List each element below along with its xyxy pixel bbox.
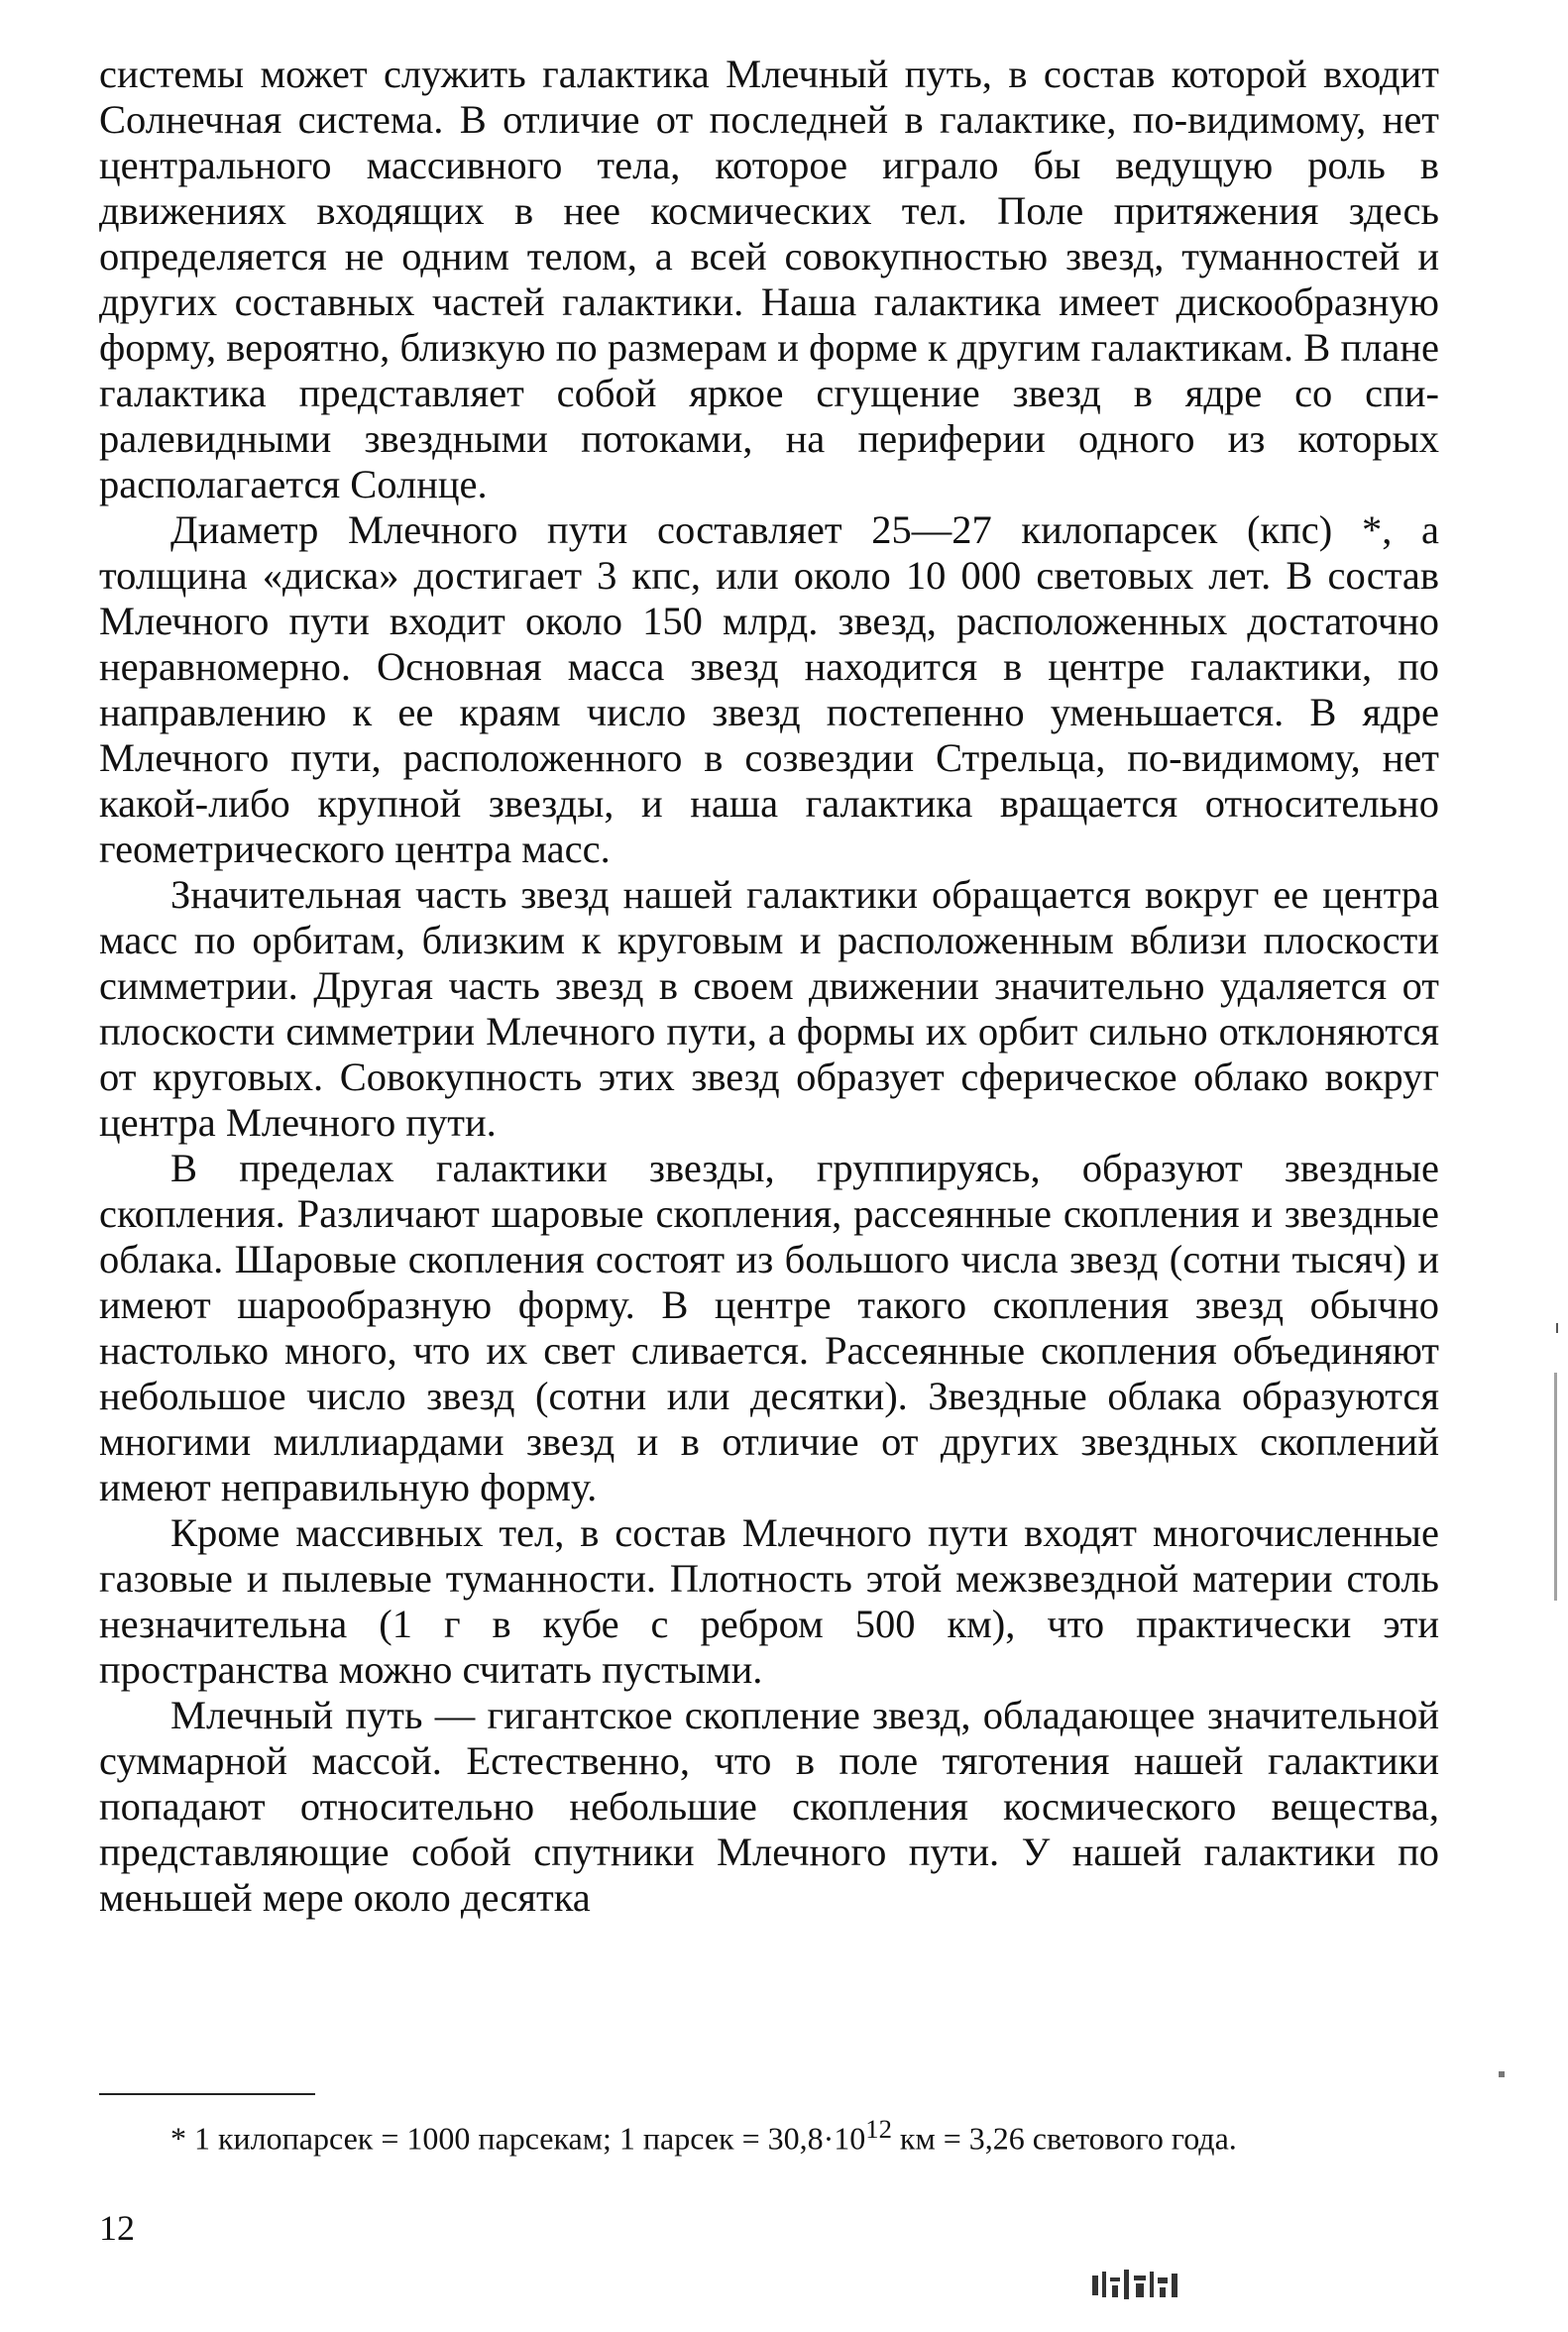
- page-number: 12: [99, 2208, 135, 2248]
- scan-mark: [1499, 2071, 1505, 2077]
- paragraph-2: Диаметр Млечного пути составляет 25—27 килопарсек (кпс) *, а толщина «диска» достигает 3 кпс, или около 10 000 световых лет. В состав Млечного пути входит около 150 млрд. звезд, расположенных достаточно неравномерно. Основная масса звезд находится в центре галактики, по направлению к ее краям число звезд постепенно уменьшается. В ядре Млечного пути, расположенного в созвездии Стрельца, по-видимому, нет какой-либо крупной звезды, и наша галактика вращается относительно геометрического центра масс.: [99, 507, 1439, 871]
- paragraph-5: Кроме массивных тел, в состав Млечного пути входят многочисленные газовые и пылевые туманности. Плотность этой межзвездной материи столь незначительна (1 г в кубе с ребром 500 км), что практически эти пространства можно считать пустыми.: [99, 1510, 1439, 1692]
- paragraph-6: Млечный путь — гигантское скопление звезд, обладающее значительной суммарной массой. Естественно, что в поле тяготения нашей галактики попадают относительно небольшие скопления космического вещества, представляющие собой спутники Млечного пути. У нашей галактики по меньшей мере около десятка: [99, 1693, 1439, 1920]
- paragraph-4: В пределах галактики звезды, группируясь, образуют звездные скопления. Различают шаровые скопления, рассеянные скопления и звездные облака. Шаровые скопления состоят из большого числа звезд (сотни тысяч) и имеют шарообразную форму. В центре такого скопления звезд обычно настолько много, что их свет сливается. Рассеянные скопления объединяют небольшое число звезд (сотни или десятки). Звездные облака образуются многими миллиардами звезд и в отличие от других звездных скоплений имеют неправильную форму.: [99, 1146, 1439, 1509]
- footnote-text-start: * 1 килопарсек = 1000 парсекам; 1 парсек = 30,8·10: [170, 2120, 866, 2157]
- body-text: [99, 52, 1439, 1921]
- footnote-text-end: км = 3,26 светового года.: [891, 2120, 1237, 2157]
- scan-mark: [1554, 1373, 1557, 1601]
- library-stamp-icon: [1090, 2268, 1184, 2301]
- paragraph-3: Значительная часть звезд нашей галактики обращается вокруг ее центра масс по орбитам, близким к круговым и расположенным вблизи плоскости симметрии. Другая часть звезд в своем движении значительно удаляется от плоскости симметрии Млечного пути, а формы их орбит сильно отклоняются от круговых. Совокупность этих звезд образует сферическое облако вокруг центра Млечного пути.: [99, 872, 1439, 1145]
- footnote-exponent: 12: [865, 2114, 892, 2144]
- paragraph-1: системы может служить галактика Млечный путь, в состав которой входит Солнечная система. В отличие от последней в галактике, по-видимому, нет центрального массивного тела, которое играло бы ведущую роль в движениях входящих в нее космических тел. Поле притяжения здесь определяется не одним телом, а всей совокупностью звезд, туманностей и других составных частей галактики. Наша галактика имеет дискообразную форму, вероятно, близкую по размерам и форме к другим галактикам. В плане галактика представляет собой яркое сгущение звезд в ядре со спиралевидными звездными потоками, на периферии одного из которых располагается Солнце.: [99, 52, 1439, 506]
- footnote: [99, 2109, 1439, 2159]
- footnote-divider: [99, 2093, 315, 2095]
- scan-mark: [1556, 1323, 1558, 1333]
